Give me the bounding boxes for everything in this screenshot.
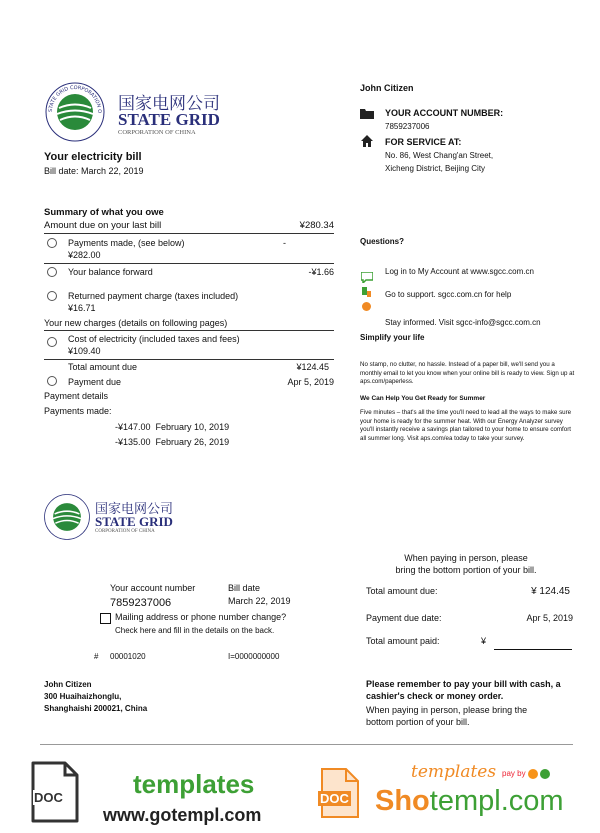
logo-en: STATE GRID xyxy=(95,514,173,529)
question-item-1: Log in to My Account at www.sgcc.com.cn xyxy=(385,267,534,276)
summary-heading: Summary of what you owe xyxy=(44,207,164,218)
balance-value: -¥1.66 xyxy=(308,267,334,277)
last-bill-value: ¥280.34 xyxy=(299,220,334,231)
stub-code-2: I=0000000000 xyxy=(228,652,280,661)
returned-amount: ¥16.71 xyxy=(68,303,96,313)
stub-code-1: 00001020 xyxy=(110,652,146,661)
templates-wordmark: templates xyxy=(133,769,255,799)
support-icon xyxy=(361,287,371,297)
bill-date: Bill date: March 22, 2019 xyxy=(44,166,144,176)
circle-icon xyxy=(47,291,57,301)
svg-text:STATE GRID CORPORATION OF CHIN: STATE GRID CORPORATION O xyxy=(47,84,103,114)
gotempl-url: www.gotempl.com xyxy=(103,805,262,825)
doc-label: DOC xyxy=(34,790,63,805)
payment-1: -¥147.00 February 10, 2019 xyxy=(115,422,230,432)
mail-name: John Citizen xyxy=(44,680,92,689)
pay-by-label: pay by xyxy=(502,769,526,779)
stub-due-value: Apr 5, 2019 xyxy=(526,613,573,623)
divider xyxy=(44,330,334,331)
paperless-paragraph: No stamp, no clutter, no hassle. Instead of a paper bill, we'll send you a monthly email to let you know when your online bill is ready to view. Sign up at aps.com/paperless. xyxy=(360,361,575,385)
shotempl-rest: templ.com xyxy=(429,785,564,817)
stub-paid-label: Total amount paid: xyxy=(366,636,440,646)
state-grid-logo-icon xyxy=(43,493,91,541)
payments-made-label: Payments made: xyxy=(44,406,112,416)
payments-value: - xyxy=(283,238,286,248)
stub-hash: # xyxy=(94,652,99,661)
doc-icon-left xyxy=(25,760,85,824)
folder-icon xyxy=(360,107,374,119)
stub-paid-symbol: ¥ xyxy=(481,636,487,646)
summer-heading: We Can Help You Get Ready for Summer xyxy=(360,395,486,402)
last-bill-label: Amount due on your last bill xyxy=(44,220,162,231)
returned-label: Returned payment charge (taxes included) xyxy=(68,291,239,301)
simplify-heading: Simplify your life xyxy=(360,333,425,342)
paypal-icon xyxy=(540,769,550,779)
cost-label: Cost of electricity (included taxes and fees) xyxy=(68,334,240,344)
shotempl-sho: Sho xyxy=(375,785,430,817)
stub-date-label: Bill date xyxy=(228,583,261,593)
payments-label: Payments made, (see below) xyxy=(68,238,185,248)
service-line2: Xicheng District, Beijing City xyxy=(385,164,486,173)
account-number: 7859237006 xyxy=(385,122,430,131)
stub-total-value: ¥ 124.45 xyxy=(531,586,570,597)
footer-divider xyxy=(40,744,573,745)
chat-icon xyxy=(361,272,373,283)
circle-icon xyxy=(47,337,57,347)
customer-name: John Citizen xyxy=(360,83,414,93)
pay-by xyxy=(502,769,550,779)
circle-icon xyxy=(47,267,57,277)
mail-line-2: Shanghaishi 200021, China xyxy=(44,704,148,713)
logo-cn: 国家电网公司 xyxy=(118,94,220,114)
reminder-text-2: When paying in person, please bring the bottom portion of your bill. xyxy=(366,705,528,727)
stub-account-label: Your account number xyxy=(110,583,196,593)
shotempl-wordmark xyxy=(375,785,564,818)
doc-icon-right xyxy=(318,767,362,819)
logo-top xyxy=(44,85,244,145)
total-value: ¥124.45 xyxy=(296,362,329,372)
bill-title: Your electricity bill xyxy=(44,151,142,163)
house-icon xyxy=(361,135,373,147)
service-label: FOR SERVICE AT: xyxy=(385,137,462,147)
paying-line-2: bring the bottom portion of your bill. xyxy=(395,565,537,575)
stub-date-value: March 22, 2019 xyxy=(228,596,291,606)
state-grid-logo-icon xyxy=(44,81,106,143)
cost-amount: ¥109.40 xyxy=(68,346,101,356)
payment-due-value: Apr 5, 2019 xyxy=(287,377,334,387)
summer-paragraph: Five minutes – that's all the time you'll need to lead all the ways to make sure your home is ready for the summer heat. With our Energy Analyzer survey you'll instantly receive a savings plan tailored to your home to ensure comfort all summer long. Visit aps.com/ea today to take your survey. xyxy=(360,409,572,442)
stub-total-label: Total amount due: xyxy=(366,586,438,596)
doc-label: DOC xyxy=(320,791,349,806)
templates-script: templates xyxy=(411,762,497,782)
account-label: YOUR ACCOUNT NUMBER: xyxy=(385,108,504,118)
paying-line-1: When paying in person, please xyxy=(404,553,528,563)
logo-sub: CORPORATION OF CHINA xyxy=(118,129,196,136)
new-charges-label: Your new charges (details on following pages) xyxy=(44,318,228,328)
total-label: Total amount due xyxy=(68,362,138,372)
question-item-3: Stay informed. Visit sgcc-info@sgcc.com.cn xyxy=(385,318,541,327)
mail-line-1: 300 Huaihaizhonglu, xyxy=(44,692,122,701)
bitcoin-icon xyxy=(528,769,538,779)
questions-heading: Questions? xyxy=(360,237,405,246)
balance-label: Your balance forward xyxy=(68,267,153,277)
payment-2: -¥135.00 February 26, 2019 xyxy=(115,437,230,447)
info-icon xyxy=(362,302,371,311)
payments-amount: ¥282.00 xyxy=(68,250,101,260)
logo-stub xyxy=(43,495,203,545)
stub-due-label: Payment due date: xyxy=(366,613,442,623)
payment-details-label: Payment details xyxy=(44,391,109,401)
question-item-2: Go to support. sgcc.com.cn for help xyxy=(385,290,512,299)
logo-cn: 国家电网公司 xyxy=(95,502,174,517)
reminder-text: Please remember to pay your bill with cash, a cashier's check or money order. xyxy=(366,679,561,701)
logo-en: STATE GRID xyxy=(118,110,220,129)
payment-due-label: Payment due xyxy=(68,377,122,387)
mailing-label: Mailing address or phone number change? xyxy=(115,612,287,622)
divider xyxy=(44,359,334,360)
mailing-sub: Check here and fill in the details on the back. xyxy=(115,626,275,635)
circle-icon xyxy=(47,376,57,386)
stub-account-value: 7859237006 xyxy=(110,597,172,609)
last-bill-row xyxy=(44,220,334,231)
logo-sub: CORPORATION OF CHINA xyxy=(95,529,155,534)
divider xyxy=(44,233,334,234)
amount-paid-field[interactable] xyxy=(494,648,572,650)
circle-icon xyxy=(47,238,57,248)
mailing-checkbox[interactable] xyxy=(100,613,111,624)
divider xyxy=(44,263,334,264)
service-line1: No. 86, West Chang'an Street, xyxy=(385,151,494,160)
